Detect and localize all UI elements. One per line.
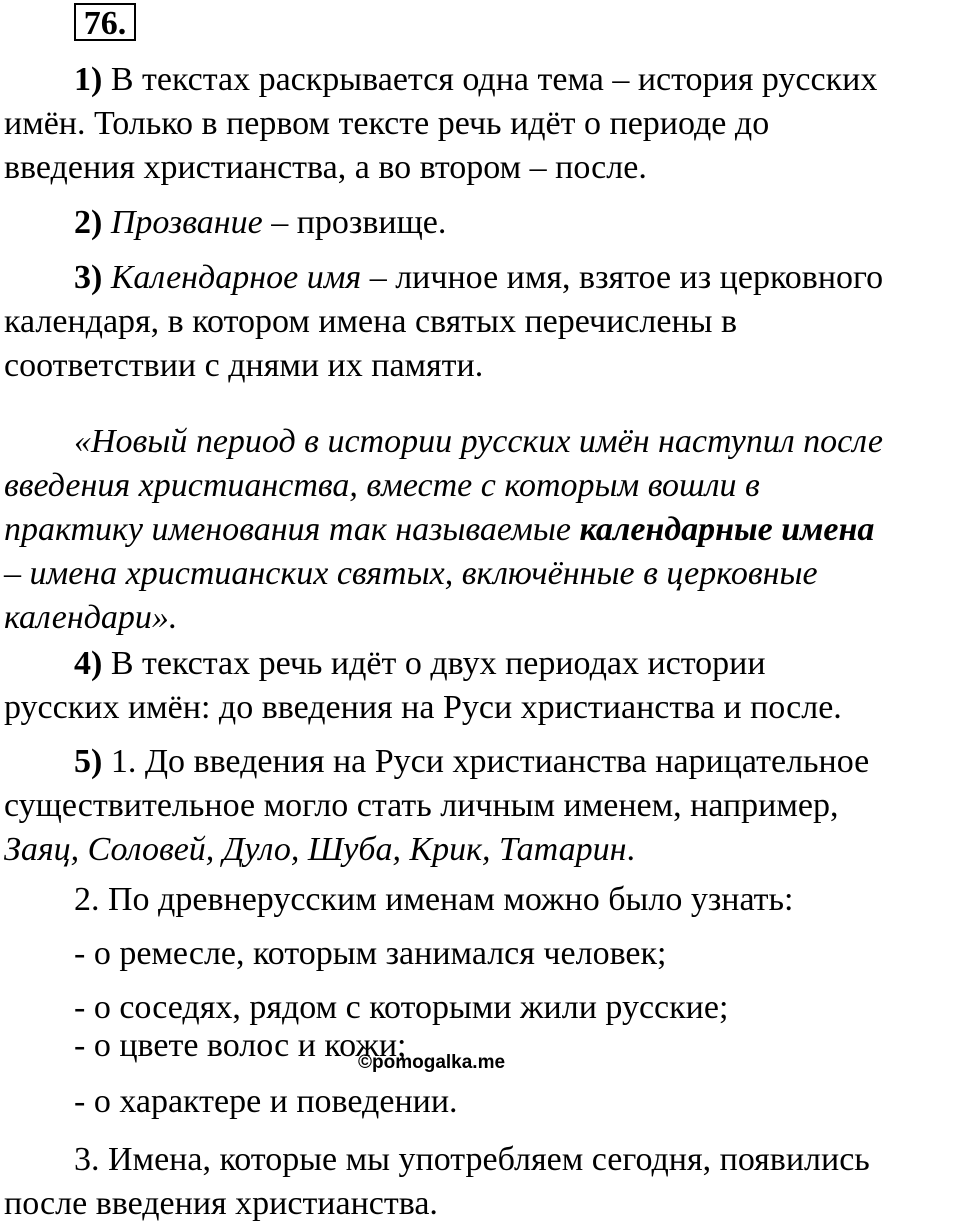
answer-1-text: В текстах раскрывается одна тема – история русских <box>110 61 878 98</box>
answer-4-line-1 <box>74 644 766 684</box>
answer-3-line-1 <box>74 258 883 298</box>
answer-1-number: 1) <box>74 61 103 98</box>
answer-1-line-1 <box>74 60 877 100</box>
answer-5-point-2-item-2: - о соседях, рядом с которыми жили русские; <box>74 989 729 1026</box>
quote-line-4: – имена христианских святых, включённые в церковные <box>4 555 818 592</box>
answer-5-number: 5) <box>74 743 103 780</box>
answer-5-point-2-item-4: - о характере и поведении. <box>74 1083 458 1120</box>
answer-3-term: Календарное имя <box>110 259 362 296</box>
quote-line-5: календари». <box>4 599 178 636</box>
quote-line-2: введения христианства, вместе с которым вошли в <box>4 467 760 504</box>
answer-3-line-2: календаря, в котором имена святых перечислены в <box>4 303 738 340</box>
answer-1-line-3: введения христианства, а во втором – после. <box>4 149 647 186</box>
quote-bold-term: календарные имена <box>579 511 875 548</box>
watermark-text: ©pomogalka.me <box>358 1052 506 1073</box>
task-number-box: 76. <box>74 3 136 41</box>
answer-5-examples: Заяц, Соловей, Дуло, Шуба, Крик, Татарин <box>4 831 627 868</box>
answer-3-line-3: соответствии с днями их памяти. <box>4 347 484 384</box>
answer-4-number: 4) <box>74 645 103 682</box>
answer-2-term: Прозвание <box>110 204 263 241</box>
answer-5-examples-line <box>4 830 635 870</box>
answer-3-definition: – личное имя, взятое из церковного <box>361 259 884 296</box>
answer-5-point-2-item-1: - о ремесле, которым занимался человек; <box>74 935 667 972</box>
answer-4-text: В текстах речь идёт о двух периодах истории <box>110 645 766 682</box>
answer-5-point-3-line-1: 3. Имена, которые мы употребляем сегодня, появились <box>74 1141 870 1178</box>
answer-5-point-2-item-3: - о цвете волос и кожи; <box>74 1027 407 1064</box>
answer-2-line <box>74 203 446 243</box>
answer-5-text: 1. До введения на Руси христианства нарицательное <box>110 743 870 780</box>
answer-5-examples-end: . <box>626 831 635 868</box>
answer-2-number: 2) <box>74 204 103 241</box>
quote-line-1: «Новый период в истории русских имён наступил после <box>74 423 883 460</box>
answer-4-line-2: русских имён: до введения на Руси христианства и после. <box>4 689 842 726</box>
answer-5-point-3-line-2: после введения христианства. <box>4 1185 438 1222</box>
answer-3-number: 3) <box>74 259 103 296</box>
answer-5-line-1 <box>74 742 869 782</box>
answer-1-line-2: имён. Только в первом тексте речь идёт о периоде до <box>4 105 770 142</box>
answer-5-point-2-intro: 2. По древнерусским именам можно было узнать: <box>74 881 794 918</box>
quote-line-3-start: практику именования так называемые <box>4 511 580 548</box>
quote-line-3 <box>4 510 874 550</box>
answer-2-definition: – прозвище. <box>262 204 447 241</box>
answer-5-line-2: существительное могло стать личным именем, например, <box>4 787 839 824</box>
